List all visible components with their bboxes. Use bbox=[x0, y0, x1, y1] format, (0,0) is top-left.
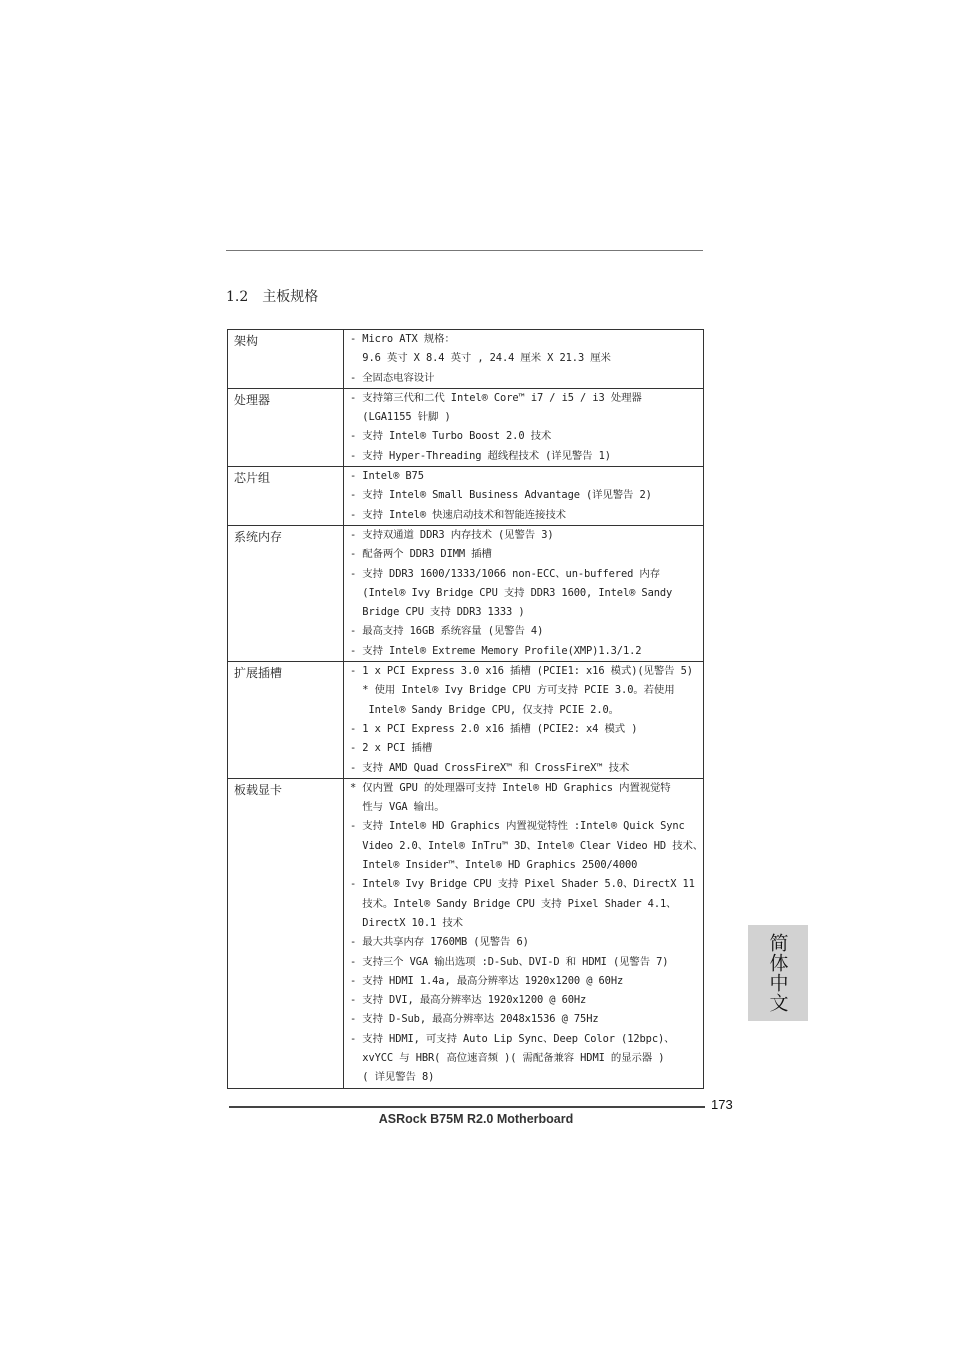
spec-line: (Intel® Ivy Bridge CPU 支持 DDR3 1600, Intel® Sandy bbox=[350, 586, 673, 599]
spec-line: - 全固态电容设计 bbox=[350, 371, 435, 384]
spec-line: Intel® Insider™、Intel® HD Graphics 2500/4000 bbox=[350, 859, 638, 872]
spec-row bbox=[228, 467, 704, 526]
spec-table bbox=[227, 329, 704, 1089]
spec-items bbox=[344, 388, 704, 466]
spec-line: - Intel® B75 bbox=[350, 470, 424, 483]
spec-line: DirectX 10.1 技术 bbox=[350, 916, 463, 929]
spec-items bbox=[344, 662, 704, 779]
section-title: 主板规格 bbox=[262, 289, 319, 305]
section-heading bbox=[226, 286, 318, 306]
section-number: 1.2 bbox=[226, 289, 249, 305]
spec-line: - 支持 Intel® HD Graphics 内置视觉特性 :Intel® Quick Sync bbox=[350, 820, 685, 833]
spec-line: - 配备两个 DDR3 DIMM 插槽 bbox=[350, 548, 492, 561]
spec-line: - 支持三个 VGA 输出选项 :D-Sub、DVI-D 和 HDMI (见警告 7) bbox=[350, 955, 669, 968]
spec-line: - 支持 Hyper-Threading 超线程技术 (详见警告 1) bbox=[350, 449, 611, 462]
spec-line: - 支持 Intel® Small Business Advantage (详见警告 2) bbox=[350, 489, 652, 502]
spec-line: - 2 x PCI 插槽 bbox=[350, 742, 433, 755]
spec-items bbox=[344, 778, 704, 1088]
spec-line: 9.6 英寸 X 8.4 英寸 , 24.4 厘米 X 21.3 厘米 bbox=[350, 352, 611, 365]
spec-line: - 支持 DDR3 1600/1333/1066 non-ECC、un-buffered 内存 bbox=[350, 567, 660, 580]
spec-line: - Intel® Ivy Bridge CPU 支持 Pixel Shader 5.0、DirectX 11 bbox=[350, 878, 695, 891]
spec-items bbox=[344, 525, 704, 661]
spec-category: 架构 bbox=[228, 330, 344, 389]
spec-line: ( 详见警告 8) bbox=[350, 1071, 435, 1084]
spec-line: Intel® Sandy Bridge CPU, 仅支持 PCIE 2.0。 bbox=[350, 703, 619, 716]
spec-line: (LGA1155 针脚 ) bbox=[350, 411, 451, 424]
spec-line: 技术。Intel® Sandy Bridge CPU 支持 Pixel Shader 4.1、 bbox=[350, 897, 677, 910]
spec-line: - 支持 Intel® 快速启动技术和智能连接技术 bbox=[350, 508, 566, 521]
footer-divider bbox=[229, 1106, 705, 1108]
spec-line: - 支持双通道 DDR3 内存技术 (见警告 3) bbox=[350, 528, 554, 541]
spec-line: - 1 x PCI Express 3.0 x16 插槽 (PCIE1: x16 模式)(见警告 5) bbox=[350, 665, 693, 678]
spec-line: - 支持 HDMI, 可支持 Auto Lip Sync、Deep Color (12bpc)、 bbox=[350, 1032, 675, 1045]
footer-product-name: ASRock B75M R2.0 Motherboard bbox=[378, 1112, 574, 1126]
spec-line: Bridge CPU 支持 DDR3 1333 ) bbox=[350, 606, 525, 619]
spec-category: 芯片组 bbox=[228, 467, 344, 526]
language-tab bbox=[748, 925, 808, 1021]
spec-line: - 最高支持 16GB 系统容量 (见警告 4) bbox=[350, 625, 544, 638]
spec-items bbox=[344, 330, 704, 389]
spec-row bbox=[228, 662, 704, 779]
spec-category: 处理器 bbox=[228, 388, 344, 466]
spec-category: 系统内存 bbox=[228, 525, 344, 661]
spec-items bbox=[344, 467, 704, 526]
spec-line: - 支持 DVI, 最高分辨率达 1920x1200 @ 60Hz bbox=[350, 994, 587, 1007]
page-number: 173 bbox=[711, 1097, 733, 1112]
top-divider bbox=[226, 250, 703, 251]
spec-line: - 支持 HDMI 1.4a, 最高分辨率达 1920x1200 @ 60Hz bbox=[350, 974, 624, 987]
spec-line: - Micro ATX 规格： bbox=[350, 333, 455, 345]
spec-line: - 最大共享内存 1760MB (见警告 6) bbox=[350, 936, 529, 949]
spec-line: - 支持 Intel® Extreme Memory Profile(XMP)1.3/1.2 bbox=[350, 644, 642, 657]
spec-line: * 仅内置 GPU 的处理器可支持 Intel® HD Graphics 内置视觉特 bbox=[350, 781, 671, 794]
spec-line: - 支持第三代和二代 Intel® Core™ i7 / i5 / i3 处理器 bbox=[350, 391, 642, 404]
spec-line: - 1 x PCI Express 2.0 x16 插槽 (PCIE2: x4 模式 ) bbox=[350, 722, 638, 735]
spec-line: - 支持 Intel® Turbo Boost 2.0 技术 bbox=[350, 430, 552, 443]
spec-line: Video 2.0、Intel® InTru™ 3D、Intel® Clear Video HD 技术、 bbox=[350, 839, 704, 852]
spec-line: xvYCC 与 HBR( 高位速音频 )( 需配备兼容 HDMI 的显示器 ) bbox=[350, 1051, 665, 1064]
spec-category: 扩展插槽 bbox=[228, 662, 344, 779]
spec-line: * 使用 Intel® Ivy Bridge CPU 方可支持 PCIE 3.0。若使用 bbox=[350, 684, 675, 697]
spec-category: 板载显卡 bbox=[228, 778, 344, 1088]
spec-row bbox=[228, 330, 704, 389]
language-tab-label: 简体中文 bbox=[766, 933, 789, 1013]
spec-line: 性与 VGA 输出。 bbox=[350, 801, 445, 814]
spec-row bbox=[228, 778, 704, 1088]
spec-row bbox=[228, 388, 704, 466]
spec-line: - 支持 AMD Quad CrossFireX™ 和 CrossFireX™ 技术 bbox=[350, 761, 630, 774]
spec-line: - 支持 D-Sub, 最高分辨率达 2048x1536 @ 75Hz bbox=[350, 1013, 599, 1026]
spec-row bbox=[228, 525, 704, 661]
